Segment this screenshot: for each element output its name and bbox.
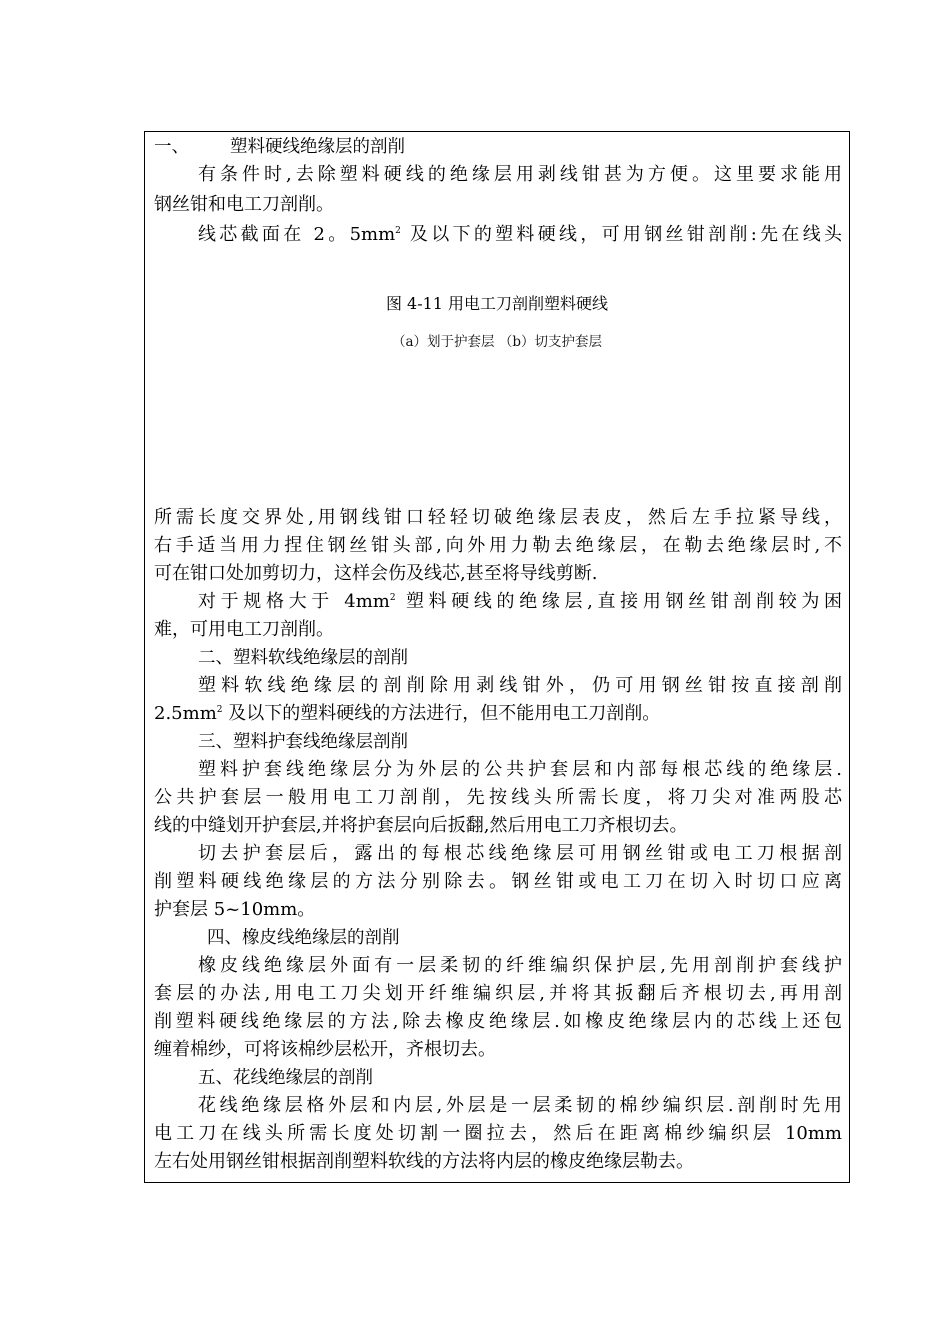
paragraph-line: 线的中缝划开护套层,并将护套层向后扳翻,然后用电工刀齐根切去。 bbox=[154, 815, 688, 836]
section-heading: 塑料硬线绝缘层的剖削 bbox=[230, 137, 405, 157]
section-number: 一、 bbox=[154, 137, 189, 157]
paragraph-line: 难，可用电工刀剖削。 bbox=[154, 619, 334, 640]
section-heading: 三、塑料护套线绝缘层剖削 bbox=[198, 732, 408, 752]
section-heading: 四、橡皮线绝缘层的剖削 bbox=[207, 928, 400, 948]
paragraph-line: 缠着棉纱，可将该棉纱层松开，齐根切去。 bbox=[154, 1039, 496, 1060]
paragraph-line: 护套层 5~10mm。 bbox=[154, 899, 316, 920]
paragraph-line: 套层的办法,用电工刀尖划开纤维编织层,并将其扳翻后齐根切去,再用剖 bbox=[154, 983, 842, 1004]
paragraph-line: 削塑料硬线绝缘层的方法,除去橡皮绝缘层.如橡皮绝缘层内的芯线上还包 bbox=[154, 1011, 842, 1032]
paragraph-line: 花线绝缘层格外层和内层,外层是一层柔韧的棉纱编织层.剖削时先用 bbox=[198, 1095, 842, 1116]
paragraph-line: 有条件时,去除塑料硬线的绝缘层用剥线钳甚为方便。这里要求能用 bbox=[198, 164, 842, 185]
section-heading: 五、花线绝缘层的剖削 bbox=[198, 1068, 373, 1088]
paragraph-line: 橡皮线绝缘层外面有一层柔韧的纤维编织保护层,先用剖削护套线护 bbox=[198, 955, 842, 976]
paragraph-line: 公共护套层一般用电工刀剖削，先按线头所需长度，将刀尖对准两股芯 bbox=[154, 787, 842, 808]
paragraph-line: 右手适当用力捏住钢丝钳头部,向外用力勒去绝缘层，在勒去绝缘层时,不 bbox=[154, 535, 842, 556]
paragraph-line: 钢丝钳和电工刀剖削。 bbox=[154, 194, 334, 215]
paragraph-line: 塑料护套线绝缘层分为外层的公共护套层和内部每根芯线的绝缘层. bbox=[198, 759, 842, 780]
paragraph-line: 可在钳口处加剪切力，这样会伤及线芯,甚至将导线剪断. bbox=[154, 563, 598, 584]
paragraph-line: 所需长度交界处,用钢线钳口轻轻切破绝缘层表皮，然后左手拉紧导线， bbox=[154, 507, 842, 528]
figure-subcaption: （a）划于护套层 （b）切支护套层 bbox=[392, 334, 602, 350]
paragraph-line: 削塑料硬线绝缘层的方法分别除去。钢丝钳或电工刀在切入时切口应离 bbox=[154, 871, 842, 892]
figure-caption: 图 4-11 用电工刀剖削塑料硬线 bbox=[385, 294, 609, 313]
paragraph-line: 对于规格大于 $4mm^2$ 塑料硬线的绝缘层,直接用钢丝钳剖削较为困 bbox=[198, 591, 842, 612]
paragraph-line: 切去护套层后，露出的每根芯线绝缘层可用钢丝钳或电工刀根据剖 bbox=[198, 843, 842, 864]
section-heading: 二、塑料软线绝缘层的剖削 bbox=[198, 648, 408, 668]
paragraph-line: 塑料软线绝缘层的剖削除用剥线钳外，仍可用钢丝钳按直接剖削 bbox=[198, 675, 842, 696]
paragraph-line: 电工刀在线头所需长度处切割一圈拉去，然后在距离棉纱编织层 10mm bbox=[154, 1123, 842, 1144]
paragraph-line: $2.5mm^2$ 及以下的塑料硬线的方法进行，但不能用电工刀剖削。 bbox=[154, 703, 661, 724]
paragraph-line: 左右处用钢丝钳根据剖削塑料软线的方法将内层的橡皮绝缘层勒去。 bbox=[154, 1151, 694, 1172]
paragraph-line: 线芯截面在 2。$5mm^2$ 及以下的塑料硬线，可用钢丝钳剖削:先在线头 bbox=[198, 224, 842, 245]
